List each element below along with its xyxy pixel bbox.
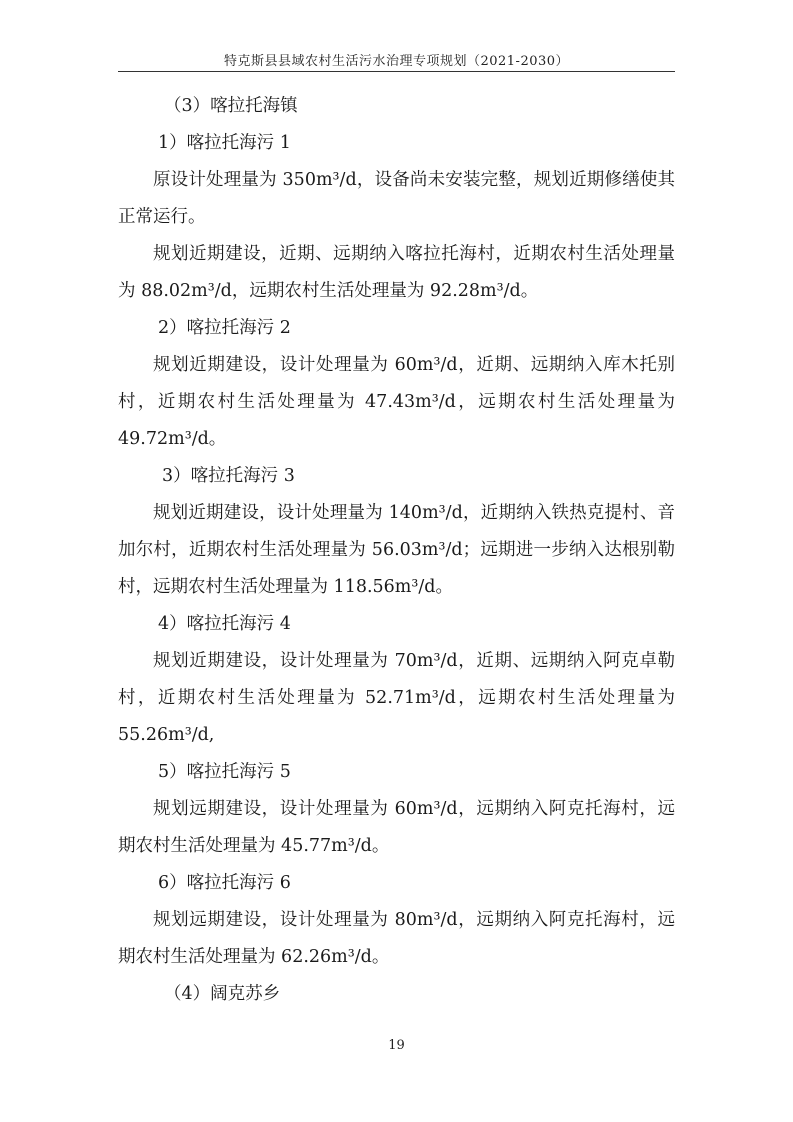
item-heading: 2）喀拉托海污 2 [158,318,291,338]
item-heading: 6）喀拉托海污 6 [158,873,291,893]
header-divider [118,71,675,72]
page-header: 特克斯县县域农村生活污水治理专项规划（2021-2030） [223,54,570,69]
paragraph: 规划远期建设，设计处理量为 80m³/d，远期纳入阿克托海村，远期农村生活处理量为 62.26m³/d。 [118,910,675,967]
item-heading: 3）喀拉托海污 3 [162,466,295,486]
document-body [118,88,675,1013]
section-heading: （4）阔克苏乡 [164,984,281,1004]
section-heading: （3）喀拉托海镇 [164,96,298,116]
item-heading: 4）喀拉托海污 4 [158,614,291,634]
paragraph: 规划近期建设，设计处理量为 140m³/d，近期纳入铁热克提村、音加尔村，近期农村生活处理量为 56.03m³/d；远期进一步纳入达根别勒村，远期农村生活处理量为 118.56m³/d。 [118,503,675,597]
paragraph: 规划近期建设，设计处理量为 60m³/d，近期、远期纳入库木托别村，近期农村生活处理量为 47.43m³/d，远期农村生活处理量为 49.72m³/d。 [118,355,675,449]
paragraph: 规划远期建设，设计处理量为 60m³/d，远期纳入阿克托海村，远期农村生活处理量为 45.77m³/d。 [118,799,675,856]
paragraph: 规划近期建设，近期、远期纳入喀拉托海村，近期农村生活处理量为 88.02m³/d，远期农村生活处理量为 92.28m³/d。 [118,244,675,301]
page-number: 19 [388,1038,405,1053]
item-heading: 1）喀拉托海污 1 [158,133,291,153]
item-heading: 5）喀拉托海污 5 [158,762,291,782]
paragraph: 原设计处理量为 350m³/d，设备尚未安装完整，规划近期修缮使其正常运行。 [118,170,675,227]
paragraph: 规划近期建设，设计处理量为 70m³/d，近期、远期纳入阿克卓勒村，近期农村生活处理量为 52.71m³/d，远期农村生活处理量为 55.26m³/d, [118,651,675,745]
